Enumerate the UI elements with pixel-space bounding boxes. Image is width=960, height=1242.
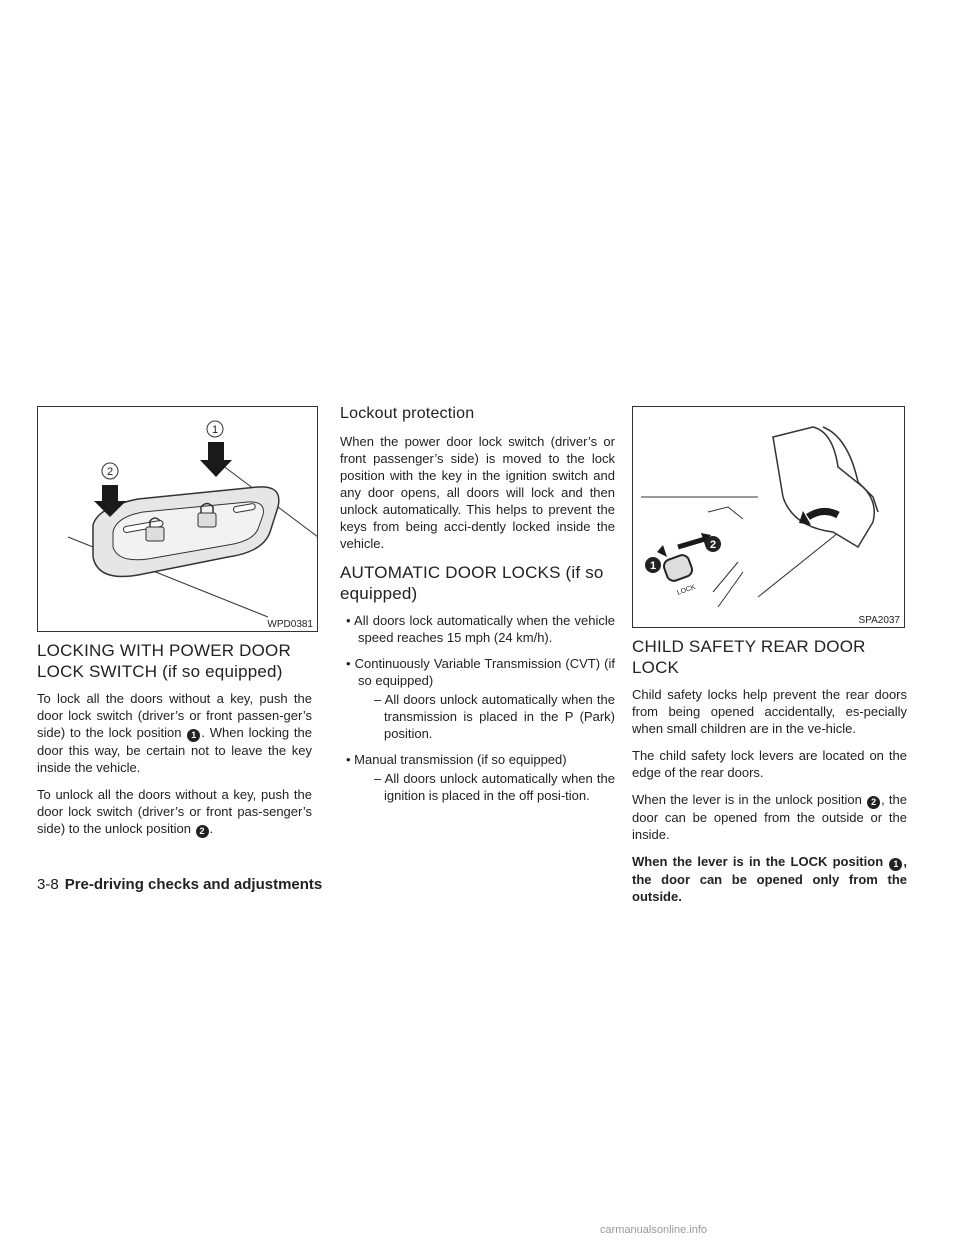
position-1-marker: 1 <box>187 729 200 742</box>
position-2-marker: 2 <box>867 796 880 809</box>
sub-list-item: – All doors unlock automatically when the ignition is placed in the off posi-tion. <box>374 771 615 803</box>
unlock-text-a: To unlock all the doors without a key, push the door lock switch (driver’s or front pas-senger’s side) to the unlock position <box>37 787 312 836</box>
watermark: carmanualsonline.info <box>600 1224 708 1236</box>
child-lock-paragraph-2: The child safety lock levers are located on the edge of the rear doors. <box>632 748 907 780</box>
child-lock-illustration <box>633 407 905 628</box>
figure-code: WPD0381 <box>267 619 313 630</box>
power-door-lock-switch-figure <box>37 406 318 632</box>
automatic-lock-list <box>340 612 615 804</box>
page-number: 3-8 <box>37 876 59 893</box>
figure-code: SPA2037 <box>858 615 900 626</box>
lock-text-b: . When locking the door this way, be certain not to leave the key inside the vehicle. <box>37 725 312 775</box>
section-heading-power-door-lock: LOCKING WITH POWER DOOR LOCK SWITCH (if so equipped) <box>37 641 291 681</box>
section-title: Pre-driving checks and adjustments <box>64 876 323 893</box>
lock-position-text-a: When the lever is in the LOCK position <box>632 854 889 869</box>
unlock-position-text-b: , the door can be opened from the outside or the inside. <box>632 792 907 842</box>
figure-label-1: 1 <box>211 424 219 436</box>
section-heading-automatic-door-locks: AUTOMATIC DOOR LOCKS (if so equipped) <box>340 563 604 603</box>
section-heading-lockout-protection: Lockout protection <box>340 405 475 422</box>
page-footer <box>37 876 322 893</box>
unlock-text-b: . <box>209 821 214 836</box>
sub-list-item: – All doors unlock automatically when the transmission is placed in the P (Park) position. <box>374 692 615 741</box>
figure-label-1: 1 <box>649 560 657 572</box>
figure-lock-text: LOCK <box>676 583 697 597</box>
bullet-text: • All doors lock automatically when the vehicle speed reaches 15 mph (24 km/h). <box>346 613 615 645</box>
bullet-text: • Continuously Variable Transmission (CVT) (if so equipped) <box>346 656 615 688</box>
column-1 <box>37 400 312 848</box>
column-3 <box>632 400 907 915</box>
child-lock-paragraph-3 <box>632 791 907 843</box>
list-item <box>340 655 615 742</box>
lockout-paragraph: When the power door lock switch (driver’s or front passenger’s side) is moved to the lock position with the key in the ignition switch and any door opens, all doors will lock and then unlock automatically. This helps to prevent the keys from being acci-dently locked inside the vehicle. <box>340 434 615 551</box>
unlock-paragraph <box>37 786 312 838</box>
column-2 <box>340 400 615 813</box>
child-lock-paragraph-1: Child safety locks help prevent the rear doors from being opened accidentally, es-pecially when small children are in the ve-hicle. <box>632 687 907 736</box>
bullet-text: • Manual transmission (if so equipped) <box>346 752 567 767</box>
child-lock-paragraph-4 <box>632 853 907 905</box>
lock-text-a: To lock all the doors without a key, push the door lock switch (driver’s or front passen-ger’s side) to the lock position <box>37 691 312 740</box>
unlock-position-text-a: When the lever is in the unlock position <box>632 792 867 807</box>
figure-label-2: 2 <box>106 466 114 478</box>
child-safety-lock-figure <box>632 406 905 628</box>
list-item <box>340 751 615 804</box>
list-item <box>340 612 615 646</box>
lock-position-text-b: , the door can be opened only from the outside. <box>632 854 907 904</box>
position-1-marker: 1 <box>889 858 902 871</box>
figure-label-2: 2 <box>709 539 717 551</box>
lock-switch-illustration <box>38 407 318 632</box>
lock-paragraph <box>37 690 312 776</box>
section-heading-child-safety: CHILD SAFETY REAR DOOR LOCK <box>632 637 866 677</box>
position-2-marker: 2 <box>196 825 209 838</box>
